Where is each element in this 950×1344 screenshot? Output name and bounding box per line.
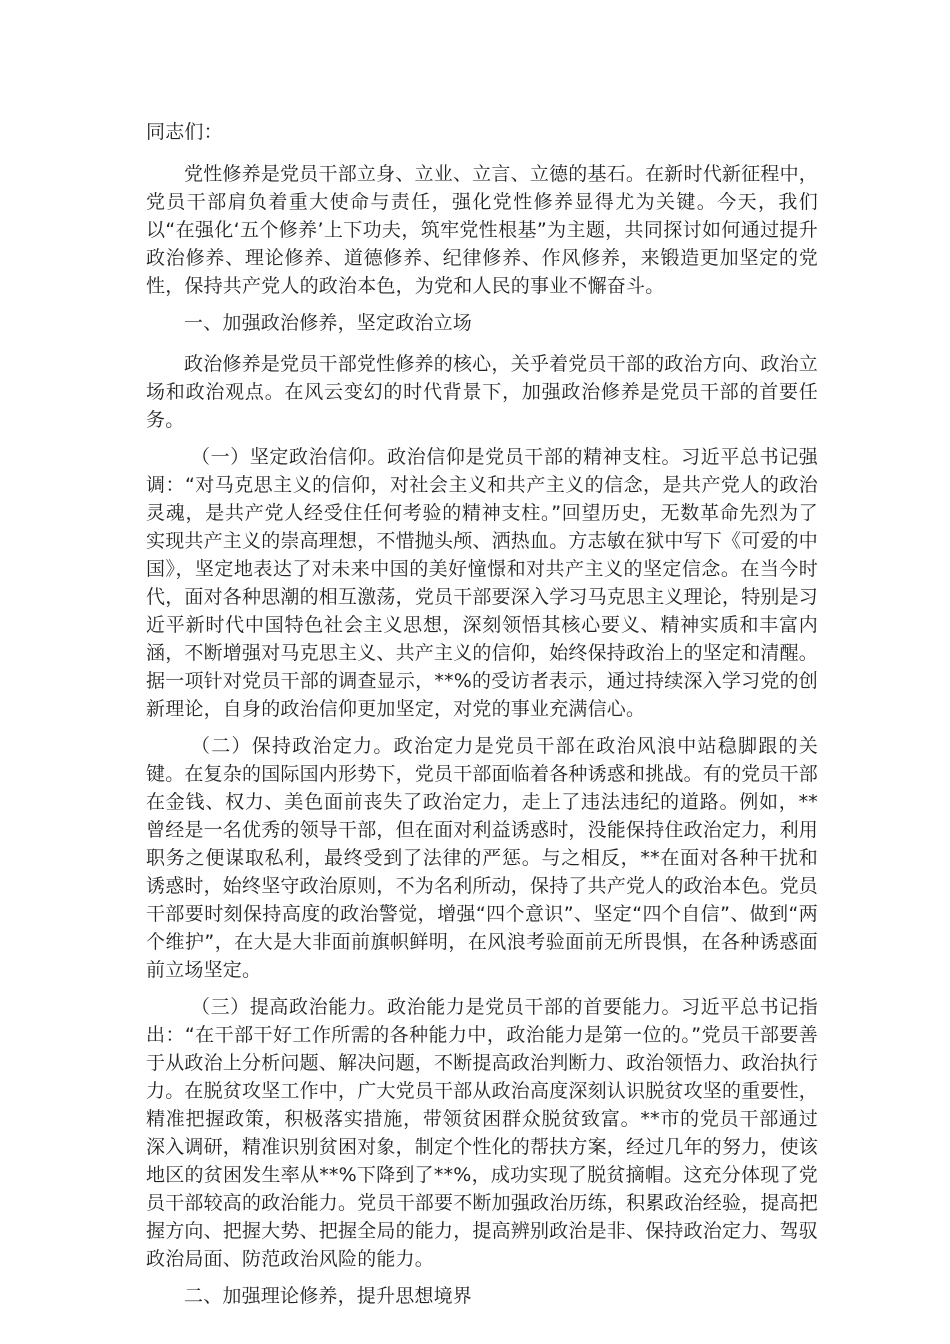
intro-paragraph: 党性修养是党员干部立身、立业、立言、立德的基石。在新时代新征程中，党员干部肩负着重大使命与责任，强化党性修养显得尤为关键。今天，我们以“在强化‘五个修养’上下功夫，筑牢党性根基”为主题，共同探讨如何通过提升政治修养、理论修养、道德修养、纪律修养、作风修养，来锻造更加坚定的党性，保持共产党人的政治本色，为党和人民的事业不懈奋斗。 <box>146 163 818 297</box>
subsection-3-paragraph: （三）提高政治能力。政治能力是党员干部的首要能力。习近平总书记指出：“在干部干好工作所需的各种能力中，政治能力是第一位的。”党员干部要善于从政治上分析问题、解决问题，不断提高政治判断力、政治领悟力、政治执行力。在脱贫攻坚工作中，广大党员干部从政治高度深刻认识脱贫攻坚的重要性，精准把握政策，积极落实措施，带领贫困群众脱贫致富。**市的党员干部通过深入调研，精准识别贫困对象，制定个性化的帮扶方案，经过几年的努力，使该地区的贫困发生率从**%下降到了**%，成功实现了脱贫摘帽。这充分体现了党员干部较高的政治能力。党员干部要不断加强政治历练，积累政治经验，提高把握方向、把握大势、把握全局的能力，提高辨别政治是非、保持政治定力、驾驭政治局面、防范政治风险的能力。 <box>146 996 819 1270</box>
section-heading-1: 一、加强政治修养，坚定政治立场 <box>184 312 473 334</box>
subsection-1-paragraph: （一）坚定政治信仰。政治信仰是党员干部的精神支柱。习近平总书记强调：“对马克思主义的信仰，对社会主义和共产主义的信念，是共产党人的政治灵魂，是共产党人经受住任何考验的精神支柱。”回望历史，无数革命先烈为了实现共产主义的崇高理想，不惜抛头颅、洒热血。方志敏在狱中写下《可爱的中国》，坚定地表达了对未来中国的美好憧憬和对共产主义的坚定信念。在当今时代，面对各种思潮的相互激荡，党员干部要深入学习马克思主义理论，特别是习近平新时代中国特色社会主义思想，深刻领悟其核心要义、精神实质和丰富内涵，不断增强对马克思主义、共产主义的信仰，始终保持政治上的坚定和清醒。据一项针对党员干部的调查显示，**%的受访者表示，通过持续深入学习党的创新理论，自身的政治信仰更加坚定，对党的事业充满信心。 <box>146 446 819 720</box>
section-1-intro-paragraph: 政治修养是党员干部党性修养的核心，关乎着党员干部的政治方向、政治立场和政治观点。在风云变幻的时代背景下，加强政治修养是党员干部的首要任务。 <box>146 353 818 431</box>
document-body <box>146 118 818 1323</box>
subsection-2-paragraph: （二）保持政治定力。政治定力是党员干部在政治风浪中站稳脚跟的关键。在复杂的国际国内形势下，党员干部面临着各种诱惑和挑战。有的党员干部在金钱、权力、美色面前丧失了政治定力，走上了违法违纪的道路。例如，**曾经是一名优秀的领导干部，但在面对利益诱惑时，没能保持住政治定力，利用职务之便谋取私利，最终受到了法律的严惩。与之相反，**在面对各种干扰和诱惑时，始终坚守政治原则，不为名利所动，保持了共产党人的政治本色。党员干部要时刻保持高度的政治警觉，增强“四个意识”、坚定“四个自信”、做到“两个维护”，在大是大非面前旗帜鲜明，在风浪考验面前无所畏惧，在各种诱惑面前立场坚定。 <box>146 735 819 981</box>
greeting: 同志们： <box>146 121 223 143</box>
section-heading-2: 二、加强理论修养，提升思想境界 <box>184 1285 473 1307</box>
